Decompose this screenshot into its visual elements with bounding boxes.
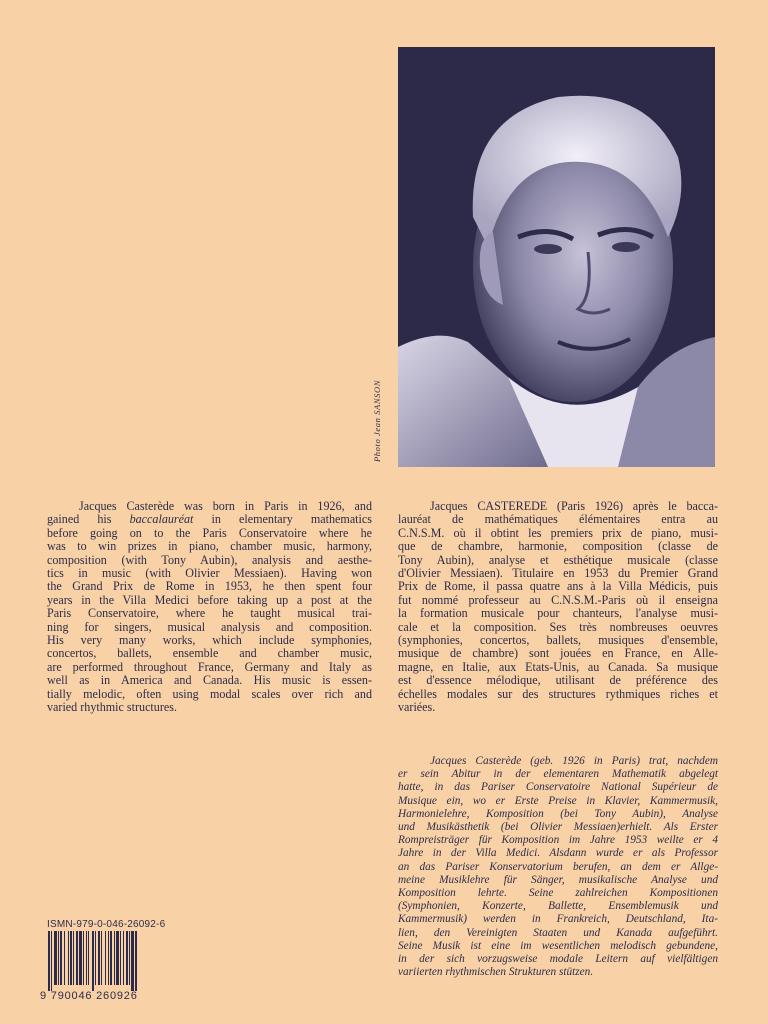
german-biography: [398, 755, 718, 979]
barcode-bar: [95, 931, 96, 985]
german-text-line: er sein Abitur in der elementaren Mathematik abgelegt: [398, 768, 718, 781]
french-text-line: musique de chambre) sont jouées en France, en Alle-: [398, 646, 718, 661]
composer-portrait-photo: [398, 47, 715, 467]
barcode-bar: [70, 931, 72, 985]
barcode-bar: [88, 931, 89, 985]
barcode-bar: [123, 931, 124, 985]
german-text-line: Rompreisträger für Komposition im Jahre 1953 weilte er 4: [398, 834, 718, 847]
english-text-line: the Grand Prix de Rome in 1953, he then spent four: [47, 579, 372, 594]
barcode-bar: [98, 931, 100, 985]
french-text-line: magne, en Italie, aux Etats-Unis, au Canada. Sa musique: [398, 659, 718, 674]
german-text-line: in der sich vorzugsweise modale Leitern auf vielfältigen: [398, 953, 718, 966]
barcode-bar: [60, 931, 62, 985]
english-text-line: tially melodic, often using modal scales over rich and: [47, 686, 372, 701]
barcode-bar: [101, 931, 102, 985]
english-text-line: before going on to the Paris Conservatoire where he: [47, 525, 372, 540]
english-text-line: Jacques Casterède was born in Paris in 1926, and: [79, 499, 372, 513]
french-text-line: que de chambre, harmonie, composition (classe de: [398, 539, 718, 554]
english-text-line: are performed throughout France, Germany and Italy as: [47, 659, 372, 674]
french-text-line: est d'essence mélodique, utilisant de préférence des: [398, 673, 718, 688]
french-text-line: (symphonies, concertos, ballets, musiques d'ensemble,: [398, 633, 718, 648]
french-text-line: d'Olivier Messiaen). Titulaire en 1953 du Premier Grand: [398, 566, 718, 581]
barcode-bar: [120, 931, 121, 985]
french-text-line: C.N.S.M. où il obtint les premiers prix de piano, musi-: [398, 525, 718, 540]
barcode-bar: [116, 931, 119, 985]
english-text-line: concertos, ballets, ensemble and chamber music,: [47, 646, 372, 661]
barcode-bar: [126, 931, 128, 985]
french-text-line: fut nommé professeur au C.N.S.M.-Paris où il enseigna: [398, 592, 718, 607]
barcode-bar: [54, 931, 57, 985]
german-text-line: Jahre in der Villa Medici. Alsdann wurde er als Professor: [398, 847, 718, 860]
french-text-line: la formation musicale pour chanteurs, l'analyse musi-: [398, 606, 718, 621]
barcode-bar: [64, 931, 65, 985]
barcode-bar: [51, 931, 52, 991]
barcode-digits: 9 790046 260926: [40, 990, 138, 1002]
english-text-line: His very many works, which include symphonies,: [47, 633, 372, 648]
english-text-line: well as in America and Canada. His music is essen-: [47, 673, 372, 688]
english-text-line: composition (with Tony Aubin), analysis and aesthe-: [47, 552, 372, 567]
english-text-line: tics in music (with Olivier Messiaen). Having won: [47, 566, 372, 581]
barcode-bar: [110, 931, 112, 985]
ismn-number: ISMN-979-0-046-26092-6: [47, 919, 166, 930]
german-text-line: lien, den Vereinigten Staaten und Kanada aufgeführt.: [398, 926, 718, 939]
french-text-line: lauréat de mathématiques élémentaires entra au: [398, 512, 718, 527]
french-text-line: Prix de Rome, il passa quatre ans à la Villa Médicis, puis: [398, 579, 718, 594]
photo-credit: Photo Jean SANSON: [372, 380, 382, 462]
barcode-bar: [73, 931, 74, 985]
barcode-bar: [108, 931, 109, 985]
barcode-bar: [105, 931, 106, 985]
german-text-line: Jacques Casterède (geb. 1926 in Paris) trat, nachdem: [430, 755, 718, 767]
french-biography: [398, 500, 718, 715]
barcode-bar: [92, 931, 94, 991]
german-text-line: meine Musiklehre für Sänger, musikalische Analyse und: [398, 873, 718, 886]
english-text-line: varied rhythmic structures.: [47, 700, 177, 715]
german-text-line: Komposition lehrte. Seine zahlreichen Kompositionen: [398, 887, 718, 900]
english-biography: [47, 500, 372, 715]
german-text-line: Musique ein, wo er Erste Preise in Klavier, Kammermusik,: [398, 794, 718, 807]
barcode-bar: [114, 931, 115, 985]
english-text-line: gained his baccalauréat in elementary mathematics: [47, 512, 372, 527]
barcode-bar: [76, 931, 78, 985]
barcode-bar: [129, 931, 130, 985]
barcode-bar: [58, 931, 59, 985]
barcode: [47, 931, 165, 991]
french-text-line: échelles modales sur des structures rythmiques riches et: [398, 686, 718, 701]
english-text-line: years in the Villa Medici before taking up a post at the: [47, 592, 372, 607]
german-text-line: Harmonielehre, Komposition (bei Tony Aubin), Analyse: [398, 807, 718, 820]
french-text-line: Tony Aubin), analyse et esthétique musicale (classe: [398, 552, 718, 567]
english-text-line: was to win prizes in piano, chamber music, harmony,: [47, 539, 372, 554]
barcode-bar: [79, 931, 82, 985]
english-text-line: ning for singers, musical analysis and composition.: [47, 619, 372, 634]
german-text-line: und Musikästhetik (bei Olivier Messiaen)erhielt. Als Erster: [398, 821, 718, 834]
barcode-bar: [83, 931, 84, 985]
french-text-line: cale et la composition. Ses très nombreuses oeuvres: [398, 619, 718, 634]
barcode-bar: [68, 931, 69, 985]
german-text-line: Seine Musik ist eine im wesentlichen melodisch gebundene,: [398, 939, 718, 952]
german-text-line: variierten rhythmischen Strukturen stützen.: [398, 966, 594, 979]
barcode-bar: [135, 931, 137, 991]
barcode-bar: [48, 931, 50, 991]
barcode-bar: [131, 931, 134, 991]
german-text-line: an das Pariser Konservatorium berufen, an dem er Allge-: [398, 860, 718, 873]
french-text-line: variées.: [398, 700, 436, 715]
german-text-line: Kammermusik) werden in Frankreich, Deutschland, Ita-: [398, 913, 718, 926]
barcode-bar: [86, 931, 87, 985]
german-text-line: hatte, in das Pariser Conservatoire National Supérieur de: [398, 781, 718, 794]
french-text-line: Jacques CASTEREDE (Paris 1926) après le bacca-: [430, 499, 718, 513]
german-text-line: (Symphonien, Konzerte, Ballette, Ensemblemusik und: [398, 900, 718, 913]
english-text-line: Paris Conservatoire, where he taught musical trai-: [47, 606, 372, 621]
